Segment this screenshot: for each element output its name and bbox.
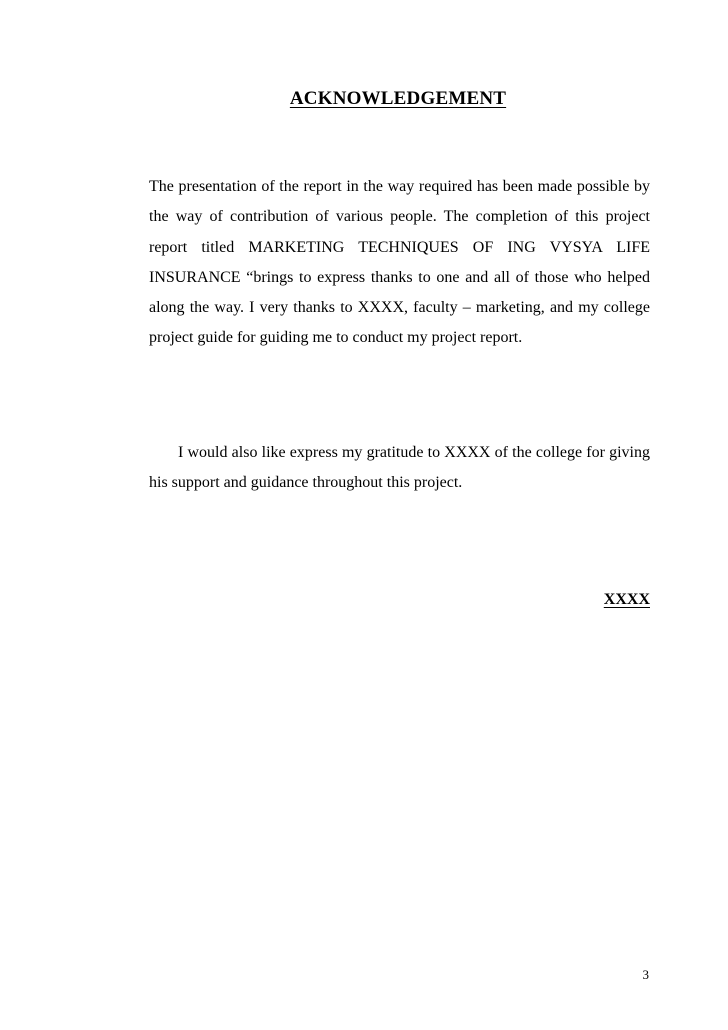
acknowledgement-paragraph-1: The presentation of the report in the way required has been made possible by the way of contribution of various people. The completion of this project report titled MARKETING TECHNIQUES OF ING VYSYA LIFE INSURANCE “brings to express thanks to one and all of those who helped along the way. I very thanks to XXXX, faculty – marketing, and my college project guide for guiding me to conduct my project report. — [149, 178, 650, 347]
page-number: 3 — [642, 967, 649, 982]
acknowledgement-paragraph-2: I would also like express my gratitude to XXXX of the college for giving his support and guidance throughout this project. — [149, 444, 650, 492]
signature: XXXX — [603, 591, 650, 608]
page-title: ACKNOWLEDGEMENT — [289, 88, 507, 109]
